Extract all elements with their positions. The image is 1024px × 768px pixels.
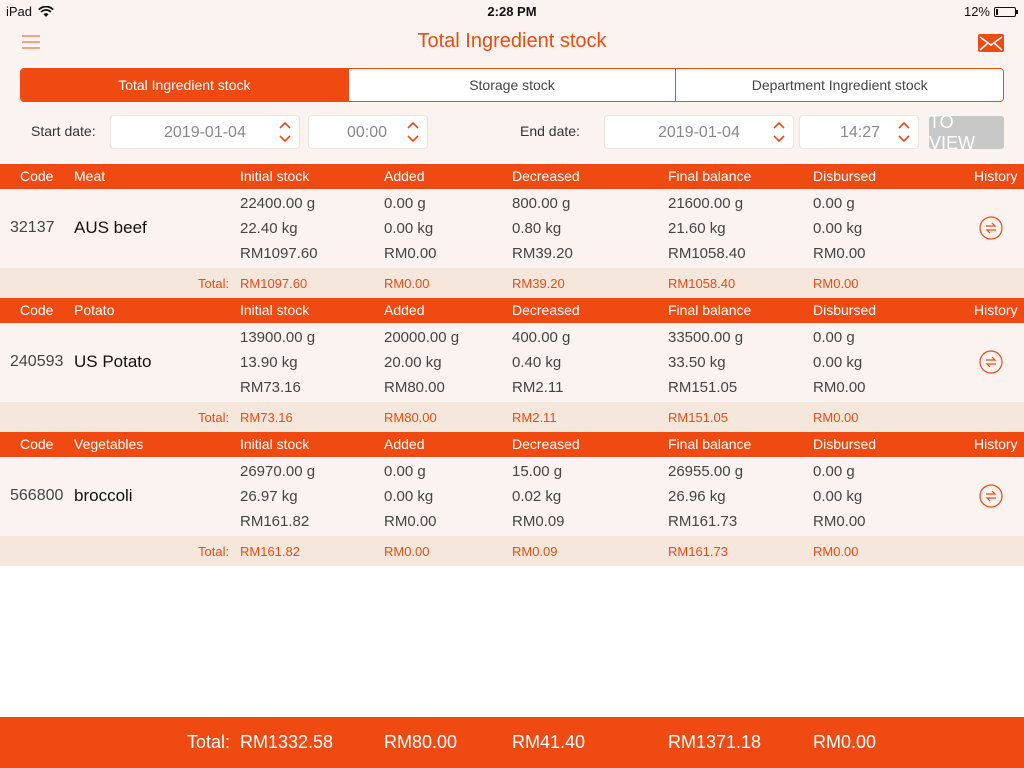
initial-kg: 22.40 kg [240,220,298,237]
mail-icon[interactable] [978,34,1004,52]
history-icon[interactable] [979,216,1003,240]
item-code: 566800 [10,487,64,504]
col-initial: Initial stock [240,302,310,318]
final-g: 21600.00 g [668,195,744,212]
col-history: History [974,168,1018,184]
total-decreased: RM0.09 [512,544,558,559]
col-category: Potato [74,302,115,318]
col-code: Code [20,168,54,184]
decreased-kg: 0.80 kg [512,220,562,237]
col-category: Vegetables [74,436,144,452]
initial-kg: 26.97 kg [240,488,298,505]
added-g: 0.00 g [384,195,426,212]
final-g: 33500.00 g [668,329,744,346]
initial-g: 26970.00 g [240,463,316,480]
col-added: Added [384,302,425,318]
added-kg: 20.00 kg [384,354,442,371]
item-name: broccoli [74,486,133,505]
col-final: Final balance [668,168,752,184]
initial-g: 13900.00 g [240,329,316,346]
stepper-icon[interactable] [773,120,785,144]
stepper-icon[interactable] [279,120,291,144]
disbursed-g: 0.00 g [813,195,855,212]
disbursed-g: 0.00 g [813,329,855,346]
col-final: Final balance [668,302,752,318]
grand-total-disbursed: RM0.00 [813,732,877,752]
app-header [0,22,1024,64]
decreased-kg: 0.40 kg [512,354,562,371]
stepper-icon[interactable] [898,120,910,144]
grand-total-bar [0,717,1024,768]
total-initial: RM161.82 [240,544,300,559]
battery-icon [994,7,1016,17]
added-rm: RM0.00 [384,245,437,262]
to-view-button[interactable]: TO VIEW [929,116,1004,149]
initial-g: 22400.00 g [240,195,316,212]
section-header-meat [0,164,1024,189]
end-time-value: 14:27 [840,124,881,141]
final-rm: RM161.73 [668,513,738,530]
total-decreased: RM39.20 [512,276,565,291]
total-initial: RM73.16 [240,410,293,425]
battery-level [996,9,998,15]
table-row[interactable] [0,323,1024,402]
segmented-tabs [20,68,1004,102]
total-decreased: RM2.11 [512,410,557,425]
col-code: Code [20,302,54,318]
disbursed-g: 0.00 g [813,463,855,480]
page-title: Total Ingredient stock [417,30,607,52]
col-code: Code [20,436,54,452]
item-name: AUS beef [74,218,147,237]
item-name: US Potato [74,352,152,371]
total-final: RM161.73 [668,544,728,559]
col-disbursed: Disbursed [813,168,877,184]
col-category: Meat [74,168,106,184]
col-decreased: Decreased [512,436,580,452]
section-header-potato [0,298,1024,323]
end-time-field[interactable] [799,115,919,149]
device-name: iPad [6,4,33,19]
total-final: RM151.05 [668,410,728,425]
final-rm: RM1058.40 [668,245,746,262]
total-added: RM80.00 [384,410,437,425]
total-row-potato [0,402,1024,432]
tab-total-ingredient-stock[interactable]: Total Ingredient stock [21,69,349,101]
decreased-g: 15.00 g [512,463,563,480]
decreased-rm: RM0.09 [512,513,565,530]
disbursed-kg: 0.00 kg [813,354,863,371]
total-added: RM0.00 [384,544,430,559]
grand-total-final: RM1371.18 [668,732,762,752]
final-rm: RM151.05 [668,379,738,396]
history-icon[interactable] [979,484,1003,508]
table-row[interactable] [0,457,1024,536]
total-label: Total: [198,276,230,291]
col-added: Added [384,168,425,184]
stepper-icon[interactable] [407,120,419,144]
added-rm: RM0.00 [384,513,437,530]
battery-percent: 12% [963,4,990,19]
end-date-field[interactable] [604,115,794,149]
section-header-vegetables [0,432,1024,457]
total-disbursed: RM0.00 [813,276,859,291]
col-disbursed: Disbursed [813,302,877,318]
col-added: Added [384,436,425,452]
start-time-value: 00:00 [347,124,388,141]
decreased-g: 800.00 g [512,195,571,212]
added-kg: 0.00 kg [384,220,434,237]
total-added: RM0.00 [384,276,430,291]
final-kg: 21.60 kg [668,220,726,237]
item-code: 240593 [10,353,64,370]
total-final: RM1058.40 [668,276,736,291]
grand-total-label: Total: [187,732,231,752]
total-label: Total: [198,410,230,425]
tab-department-ingredient-stock[interactable]: Department Ingredient stock [676,69,1003,101]
status-bar [0,0,1024,22]
added-g: 0.00 g [384,463,426,480]
final-kg: 26.96 kg [668,488,726,505]
decreased-rm: RM2.11 [512,379,564,396]
col-initial: Initial stock [240,168,310,184]
col-final: Final balance [668,436,752,452]
initial-rm: RM73.16 [240,379,301,396]
start-date-value: 2019-01-04 [164,124,246,141]
disbursed-rm: RM0.00 [813,245,866,262]
end-date-value: 2019-01-04 [658,124,740,141]
decreased-g: 400.00 g [512,329,571,346]
status-right [964,4,1016,19]
disbursed-rm: RM0.00 [813,379,866,396]
disbursed-rm: RM0.00 [813,513,866,530]
col-disbursed: Disbursed [813,436,877,452]
disbursed-kg: 0.00 kg [813,488,863,505]
total-disbursed: RM0.00 [813,410,859,425]
initial-rm: RM1097.60 [240,245,318,262]
total-disbursed: RM0.00 [813,544,859,559]
total-row-vegetables [0,536,1024,566]
added-kg: 0.00 kg [384,488,434,505]
final-g: 26955.00 g [668,463,744,480]
col-decreased: Decreased [512,302,580,318]
tab-storage-stock[interactable]: Storage stock [349,69,677,101]
decreased-rm: RM39.20 [512,245,573,262]
start-date-label: Start date: [31,123,96,139]
status-time: 2:28 PM [487,4,537,19]
initial-rm: RM161.82 [240,513,310,530]
grand-total-added: RM80.00 [384,732,458,752]
disbursed-kg: 0.00 kg [813,220,863,237]
decreased-kg: 0.02 kg [512,488,562,505]
item-code: 32137 [10,219,55,236]
col-history: History [974,436,1018,452]
total-row-meat [0,268,1024,298]
total-label: Total: [198,544,230,559]
col-initial: Initial stock [240,436,310,452]
total-initial: RM1097.60 [240,276,308,291]
col-decreased: Decreased [512,168,580,184]
start-time-field[interactable] [308,115,428,149]
grand-total-initial: RM1332.58 [240,732,334,752]
end-date-label: End date: [520,123,580,139]
final-kg: 33.50 kg [668,354,726,371]
history-icon[interactable] [979,350,1003,374]
grand-total-decreased: RM41.40 [512,732,586,752]
added-rm: RM80.00 [384,379,445,396]
col-history: History [974,302,1018,318]
initial-kg: 13.90 kg [240,354,298,371]
start-date-field[interactable] [110,115,300,149]
table-row[interactable] [0,189,1024,268]
added-g: 20000.00 g [384,329,460,346]
filter-area [0,64,1024,164]
